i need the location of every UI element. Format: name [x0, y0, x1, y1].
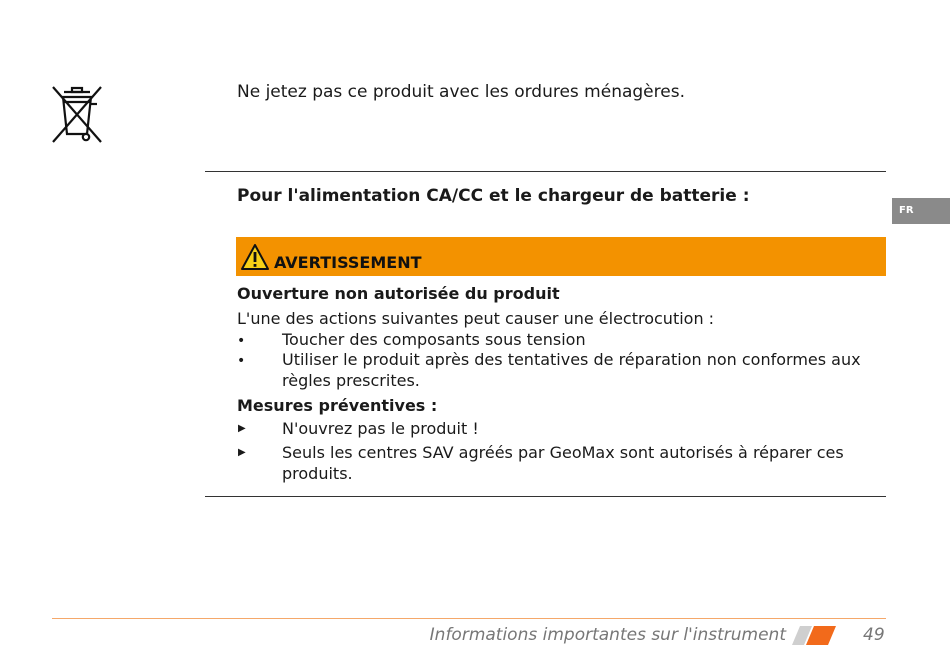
warning-banner	[236, 237, 886, 276]
warning-intro: L'une des actions suivantes peut causer une électrocution :	[237, 309, 715, 328]
section-heading: Pour l'alimentation CA/CC et le chargeur de batterie :	[237, 186, 750, 206]
warning-triangle-icon	[240, 243, 270, 271]
warning-label: AVERTISSEMENT	[274, 253, 422, 272]
section-bottom-rule	[205, 496, 886, 497]
language-tab: FR	[892, 198, 950, 224]
hazard-item: Toucher des composants sous tension	[282, 330, 586, 349]
measures-title: Mesures préventives :	[237, 396, 438, 415]
bullet-icon: •	[237, 333, 246, 349]
stripes-logo-icon	[792, 626, 836, 645]
footer-rule	[52, 618, 886, 619]
arrow-bullet-icon: ▶	[238, 447, 246, 458]
bullet-icon: •	[237, 353, 246, 369]
measure-item: Seuls les centres SAV agréés par GeoMax sont autorisés à réparer ces produits.	[282, 443, 844, 483]
arrow-bullet-icon: ▶	[238, 423, 246, 434]
measure-item: N'ouvrez pas le produit !	[282, 419, 479, 438]
section-top-rule	[205, 171, 886, 172]
disposal-notice: Ne jetez pas ce produit avec les ordures ménagères.	[237, 82, 685, 102]
crossed-out-bin-icon	[50, 84, 104, 144]
hazard-item: Utiliser le produit après des tentatives de réparation non conformes aux règles prescrites.	[282, 350, 861, 390]
page-number: 49	[863, 625, 885, 645]
warning-title: Ouverture non autorisée du produit	[237, 284, 560, 303]
footer-title: Informations importantes sur l'instrument	[429, 625, 786, 645]
